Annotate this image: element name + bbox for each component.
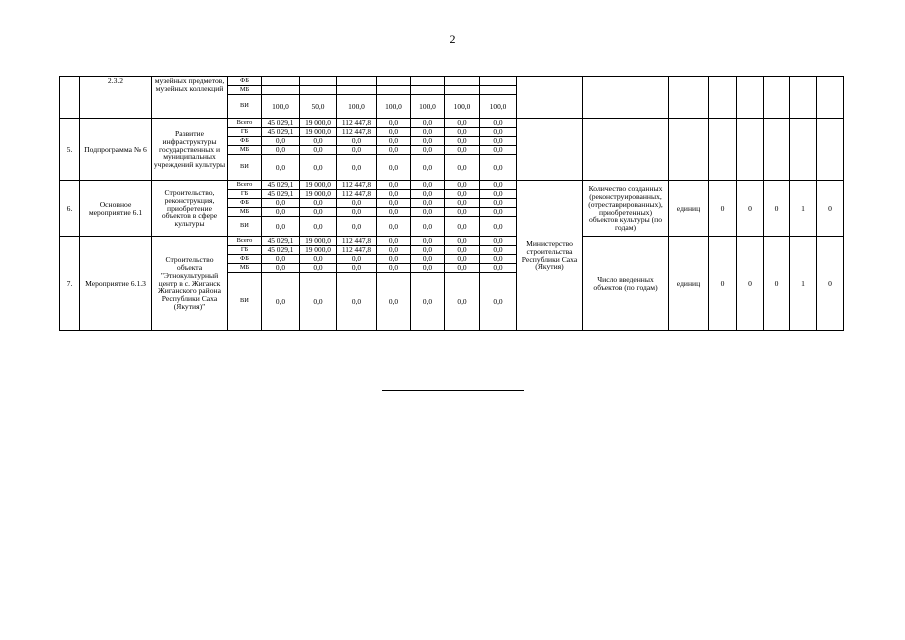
value-cell: 0,0 xyxy=(480,273,517,331)
source-label: ФБ xyxy=(228,137,262,146)
value-cell: 19 000,0 xyxy=(300,181,337,190)
value-cell: 0,0 xyxy=(262,208,300,217)
value-cell: 0,0 xyxy=(445,246,480,255)
value-cell: 0,0 xyxy=(337,217,377,237)
row-name: музейных предметов, музейных коллекций xyxy=(152,77,228,119)
value-cell: 0,0 xyxy=(445,181,480,190)
value-cell: 0,0 xyxy=(480,246,517,255)
value-cell: 0,0 xyxy=(377,155,411,181)
row-title: Подпрограмма № 6 xyxy=(80,119,152,181)
value-cell: 0,0 xyxy=(411,199,445,208)
value-cell: 0,0 xyxy=(377,190,411,199)
value-cell: 0,0 xyxy=(411,155,445,181)
value-cell: 0,0 xyxy=(411,137,445,146)
value-cell: 19 000,0 xyxy=(300,246,337,255)
source-label: ГБ xyxy=(228,128,262,137)
value-cell: 0,0 xyxy=(262,199,300,208)
value-cell: 0,0 xyxy=(300,199,337,208)
value-cell: 19 000,0 xyxy=(300,190,337,199)
value-cell: 0,0 xyxy=(445,146,480,155)
source-label: ГБ xyxy=(228,246,262,255)
source-label: Всего xyxy=(228,237,262,246)
row-title: Основное мероприятие 6.1 xyxy=(80,181,152,237)
value-cell: 0,0 xyxy=(300,146,337,155)
source-label: Всего xyxy=(228,119,262,128)
value-cell: 0,0 xyxy=(377,217,411,237)
value-cell: 45 029,1 xyxy=(262,128,300,137)
value-cell: 0,0 xyxy=(480,264,517,273)
value-cell: 0,0 xyxy=(300,217,337,237)
value-cell: 19 000,0 xyxy=(300,237,337,246)
value-cell: 0,0 xyxy=(377,137,411,146)
value-cell: 0,0 xyxy=(300,137,337,146)
value-cell: 0,0 xyxy=(411,246,445,255)
value-cell: 45 029,1 xyxy=(262,190,300,199)
value-cell: 0,0 xyxy=(411,237,445,246)
table-row xyxy=(60,77,844,86)
value-cell: 0,0 xyxy=(377,199,411,208)
value-cell: 0,0 xyxy=(262,255,300,264)
value-cell: 0,0 xyxy=(300,273,337,331)
row-title: Мероприятие 6.1.3 xyxy=(80,237,152,331)
value-cell: 0,0 xyxy=(445,208,480,217)
source-label: МБ xyxy=(228,86,262,95)
value-cell: 0,0 xyxy=(445,264,480,273)
value-cell: 100,0 xyxy=(411,95,445,119)
value-cell: 100,0 xyxy=(262,95,300,119)
value-cell: 0,0 xyxy=(411,119,445,128)
page-number: 2 xyxy=(449,32,456,46)
target-cell: 0 xyxy=(817,237,844,331)
value-cell: 0,0 xyxy=(411,264,445,273)
value-cell: 112 447,8 xyxy=(337,128,377,137)
value-cell: 0,0 xyxy=(262,155,300,181)
value-cell: 0,0 xyxy=(300,264,337,273)
value-cell: 0,0 xyxy=(337,273,377,331)
value-cell: 0,0 xyxy=(262,146,300,155)
target-cell: 0 xyxy=(737,237,764,331)
source-label: ВИ xyxy=(228,273,262,331)
value-cell: 0,0 xyxy=(411,128,445,137)
value-cell: 0,0 xyxy=(480,190,517,199)
row-number: 5. xyxy=(60,119,80,181)
source-label: ВИ xyxy=(228,95,262,119)
source-label: Всего xyxy=(228,181,262,190)
value-cell: 112 447,8 xyxy=(337,237,377,246)
value-cell: 0,0 xyxy=(411,190,445,199)
table-body xyxy=(60,77,844,331)
value-cell: 0,0 xyxy=(377,273,411,331)
target-cell: 0 xyxy=(764,237,790,331)
program-table xyxy=(59,76,844,331)
row-name: Строительство, реконструкция, приобретение объектов в сфере культуры xyxy=(152,181,228,237)
value-cell: 0,0 xyxy=(411,255,445,264)
value-cell: 0,0 xyxy=(262,273,300,331)
value-cell: 0,0 xyxy=(445,190,480,199)
signature-line xyxy=(382,390,524,391)
value-cell: 0,0 xyxy=(480,155,517,181)
value-cell: 19 000,0 xyxy=(300,119,337,128)
source-label: МБ xyxy=(228,264,262,273)
source-label: ФБ xyxy=(228,77,262,86)
target-cell: 0 xyxy=(709,181,737,237)
value-cell: 0,0 xyxy=(377,119,411,128)
row-number: 6. xyxy=(60,181,80,237)
value-cell: 0,0 xyxy=(300,155,337,181)
value-cell: 0,0 xyxy=(445,273,480,331)
value-cell: 0,0 xyxy=(337,137,377,146)
source-label: ФБ xyxy=(228,199,262,208)
value-cell: 0,0 xyxy=(262,137,300,146)
value-cell: 0,0 xyxy=(411,146,445,155)
indicator-cell: Число введенных объектов (по годам) xyxy=(583,237,669,331)
value-cell: 0,0 xyxy=(445,255,480,264)
value-cell: 100,0 xyxy=(445,95,480,119)
value-cell: 0,0 xyxy=(445,155,480,181)
executor-cell: Министерство строительства Республики Саха (Якутия) xyxy=(517,181,583,331)
value-cell: 0,0 xyxy=(337,155,377,181)
source-label: МБ xyxy=(228,146,262,155)
row-code: 2.3.2 xyxy=(80,77,152,119)
value-cell: 0,0 xyxy=(300,255,337,264)
value-cell: 0,0 xyxy=(480,137,517,146)
value-cell: 45 029,1 xyxy=(262,246,300,255)
value-cell: 0,0 xyxy=(337,264,377,273)
value-cell: 0,0 xyxy=(480,128,517,137)
source-label: ФБ xyxy=(228,255,262,264)
value-cell: 0,0 xyxy=(337,146,377,155)
row-name: Строительство объекта "Этнокультурный центр в с. Жиганск Жиганского района Республики Саха (Якутия)" xyxy=(152,237,228,331)
value-cell: 45 029,1 xyxy=(262,119,300,128)
value-cell: 19 000,0 xyxy=(300,128,337,137)
indicator-cell: Количество созданных (реконструированных, (отреставрированных), приобретенных) объектов культуры (по годам) xyxy=(583,181,669,237)
value-cell: 112 447,8 xyxy=(337,181,377,190)
value-cell: 0,0 xyxy=(445,137,480,146)
source-label: ВИ xyxy=(228,217,262,237)
target-cell: 0 xyxy=(737,181,764,237)
value-cell: 112 447,8 xyxy=(337,190,377,199)
value-cell: 0,0 xyxy=(445,217,480,237)
target-cell: 0 xyxy=(764,181,790,237)
table-row xyxy=(60,237,844,246)
value-cell: 45 029,1 xyxy=(262,237,300,246)
value-cell: 45 029,1 xyxy=(262,181,300,190)
value-cell: 0,0 xyxy=(411,208,445,217)
value-cell: 0,0 xyxy=(262,217,300,237)
value-cell: 0,0 xyxy=(480,199,517,208)
value-cell: 0,0 xyxy=(480,237,517,246)
value-cell: 0,0 xyxy=(480,208,517,217)
value-cell: 0,0 xyxy=(262,264,300,273)
value-cell: 0,0 xyxy=(377,255,411,264)
value-cell: 0,0 xyxy=(411,181,445,190)
value-cell: 0,0 xyxy=(337,199,377,208)
value-cell: 0,0 xyxy=(411,273,445,331)
value-cell: 0,0 xyxy=(445,199,480,208)
value-cell: 100,0 xyxy=(480,95,517,119)
value-cell: 0,0 xyxy=(480,217,517,237)
source-label: МБ xyxy=(228,208,262,217)
value-cell: 112 447,8 xyxy=(337,246,377,255)
source-label: ВИ xyxy=(228,155,262,181)
target-cell: 0 xyxy=(817,181,844,237)
value-cell: 0,0 xyxy=(445,237,480,246)
value-cell: 0,0 xyxy=(480,146,517,155)
value-cell: 0,0 xyxy=(480,119,517,128)
value-cell: 0,0 xyxy=(300,208,337,217)
value-cell: 0,0 xyxy=(377,181,411,190)
table-row xyxy=(60,181,844,190)
source-label: ГБ xyxy=(228,190,262,199)
value-cell: 0,0 xyxy=(445,128,480,137)
value-cell: 0,0 xyxy=(377,146,411,155)
value-cell: 100,0 xyxy=(377,95,411,119)
value-cell: 0,0 xyxy=(337,208,377,217)
target-cell: 1 xyxy=(790,181,817,237)
value-cell: 0,0 xyxy=(377,246,411,255)
table-row xyxy=(60,119,844,128)
value-cell: 112 447,8 xyxy=(337,119,377,128)
value-cell: 0,0 xyxy=(377,264,411,273)
row-number: 7. xyxy=(60,237,80,331)
value-cell: 0,0 xyxy=(377,237,411,246)
value-cell: 50,0 xyxy=(300,95,337,119)
row-name: Развитие инфраструктуры государственных и муниципальных учреждений культуры xyxy=(152,119,228,181)
value-cell: 100,0 xyxy=(337,95,377,119)
unit-cell: единиц xyxy=(669,181,709,237)
target-cell: 0 xyxy=(709,237,737,331)
value-cell: 0,0 xyxy=(337,255,377,264)
unit-cell: единиц xyxy=(669,237,709,331)
target-cell: 1 xyxy=(790,237,817,331)
value-cell: 0,0 xyxy=(480,255,517,264)
value-cell: 0,0 xyxy=(411,217,445,237)
value-cell: 0,0 xyxy=(480,181,517,190)
value-cell: 0,0 xyxy=(377,128,411,137)
value-cell: 0,0 xyxy=(445,119,480,128)
value-cell: 0,0 xyxy=(377,208,411,217)
